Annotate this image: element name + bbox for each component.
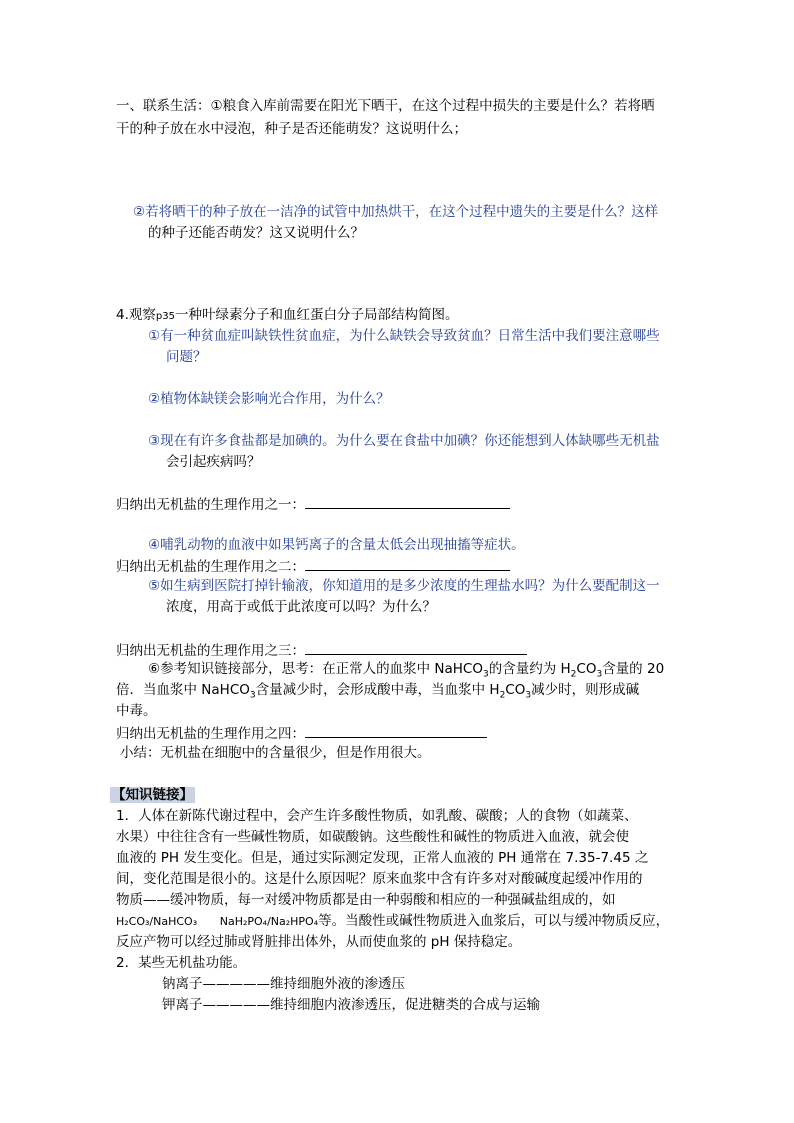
summary-2-label: 归纳出无机盐的生理作用之二： bbox=[116, 559, 305, 575]
q1-line2: 干的种子放在水中浸泡，种子是否还能萌发？这说明什么； bbox=[116, 121, 467, 137]
formula-phosphate: NaH₂PO₄/Na₂HPO₄ bbox=[219, 915, 319, 928]
k-p1-l4: 间，变化范围是很小的。这是什么原因呢？原来血浆中含有许多对对酸碱度起缓冲作用的 bbox=[116, 871, 643, 887]
summary-4 bbox=[116, 723, 487, 743]
k-p1-l7: 反应产物可以经过肺或肾脏排出体外，从而使血浆的 pH 保持稳定。 bbox=[116, 934, 522, 950]
knowledge-title bbox=[110, 786, 195, 804]
summary-1-label: 归纳出无机盐的生理作用之一： bbox=[116, 497, 305, 513]
k-p2-title: 2．某些无机盐功能。 bbox=[116, 955, 247, 971]
summary-1 bbox=[116, 494, 510, 514]
summary-line: 小结：无机盐在细胞中的含量很少，但是作用很大。 bbox=[120, 745, 431, 761]
q6-text-f: 含量减少时，会形成酸中毒，当血浆中 H bbox=[255, 682, 500, 698]
summary-4-label: 归纳出无机盐的生理作用之四： bbox=[116, 726, 305, 742]
q6-text-a: ⑥参考知识链接部分，思考：在正常人的血浆中 NaHCO bbox=[148, 661, 483, 677]
k-p1-l3: 血液的 PH 发生变化。但是，通过实际测定发现，正常人血液的 PH 通常在 7.35-7.45 之 bbox=[116, 850, 649, 866]
section4-heading bbox=[116, 306, 458, 326]
summary-3 bbox=[116, 640, 527, 660]
k-p1-l5: 物质——缓冲物质，每一对缓冲物质都是由一种弱酸和相应的一种强碱盐组成的，如 bbox=[116, 892, 616, 908]
answer-blank-2[interactable] bbox=[305, 556, 510, 571]
s4-q1-line2: 问题？ bbox=[166, 349, 207, 365]
summary-2 bbox=[116, 556, 510, 576]
q6-text-b: 的含量约为 H bbox=[488, 661, 571, 677]
k-p1-l6 bbox=[116, 912, 669, 931]
formula-carbonate: H₂CO₃/NaHCO₃ bbox=[116, 915, 198, 928]
s4-q1-line1: ①有一种贫血症叫缺铁性贫血症，为什么缺铁会导致贫血？日常生活中我们要注意哪些 bbox=[148, 328, 660, 344]
s4-q4: ④哺乳动物的血液中如果钙离子的含量太低会出现抽搐等症状。 bbox=[148, 537, 525, 553]
answer-blank-3[interactable] bbox=[305, 640, 527, 655]
k-p2-l2: 钾离子—————维持细胞内液渗透压，促进糖类的合成与运输 bbox=[162, 997, 540, 1013]
k-p1-l6-rest: 等。当酸性或碱性物质进入血浆后，可以与缓冲物质反应， bbox=[318, 913, 670, 929]
s4-q6-line1: ⑥参考知识链接部分，思考：在正常人的血浆中 NaHCO$_3$的含量约为 $H_2CO_3$含量的 20 bbox=[148, 661, 665, 680]
q6-text-e: 倍．当血浆中 NaHCO bbox=[116, 682, 250, 698]
s4-q5-line2: 浓度，用高于或低于此浓度可以吗？为什么？ bbox=[166, 599, 436, 615]
heading-page-ref: p35 bbox=[155, 311, 175, 322]
s4-q3-line2: 会引起疾病吗？ bbox=[166, 454, 261, 470]
s4-q6-line3: 中毒。 bbox=[116, 703, 157, 719]
q2-line2: 的种子还能否萌发？这又说明什么？ bbox=[148, 225, 364, 241]
s4-q2: ②植物体缺镁会影响光合作用，为什么？ bbox=[148, 391, 390, 407]
q2-line1: ②若将晒干的种子放在一洁净的试管中加热烘干，在这个过程中遗失的主要是什么？这样 bbox=[133, 204, 659, 220]
heading-prefix: 4.观察 bbox=[116, 307, 156, 323]
summary-3-label: 归纳出无机盐的生理作用之三： bbox=[116, 643, 305, 659]
k-p1-l1: 1．人体在新陈代谢过程中，会产生许多酸性物质，如乳酸、碳酸；人的食物（如蔬菜、 bbox=[116, 808, 638, 824]
s4-q5-line1: ⑤如生病到医院打掉针输液，你知道用的是多少浓度的生理盐水吗？为什么要配制这一 bbox=[148, 578, 660, 594]
answer-blank-4[interactable] bbox=[305, 723, 487, 738]
knowledge-title-text: 【知识链接】 bbox=[112, 787, 193, 803]
q6-text-c: CO bbox=[576, 661, 597, 677]
s4-q6-line2: 倍．当血浆中 NaHCO$_3$含量减少时，会形成酸中毒，当血浆中 $H_2CO_3$减少时，则形成碱 bbox=[116, 682, 640, 701]
heading-rest: 一种叶绿素分子和血红蛋白分子局部结构简图。 bbox=[174, 307, 459, 323]
q6-text-g: CO bbox=[505, 682, 526, 698]
q1-line1: 一、联系生活：①粮食入库前需要在阳光下晒干，在这个过程中损失的主要是什么？若将晒 bbox=[116, 98, 655, 114]
q6-text-d: 含量的 20 bbox=[602, 661, 665, 677]
k-p1-l2: 水果）中往往含有一些碱性物质，如碳酸钠。这些酸性和碱性的物质进入血液，就会使 bbox=[116, 829, 629, 845]
q6-text-h: 减少时，则形成碱 bbox=[531, 682, 640, 698]
k-p2-l1: 钠离子—————维持细胞外液的渗透压 bbox=[162, 976, 405, 992]
answer-blank-1[interactable] bbox=[305, 494, 510, 509]
s4-q3-line1: ③现在有许多食盐都是加碘的。为什么要在食盐中加碘？你还能想到人体缺哪些无机盐 bbox=[148, 433, 660, 449]
